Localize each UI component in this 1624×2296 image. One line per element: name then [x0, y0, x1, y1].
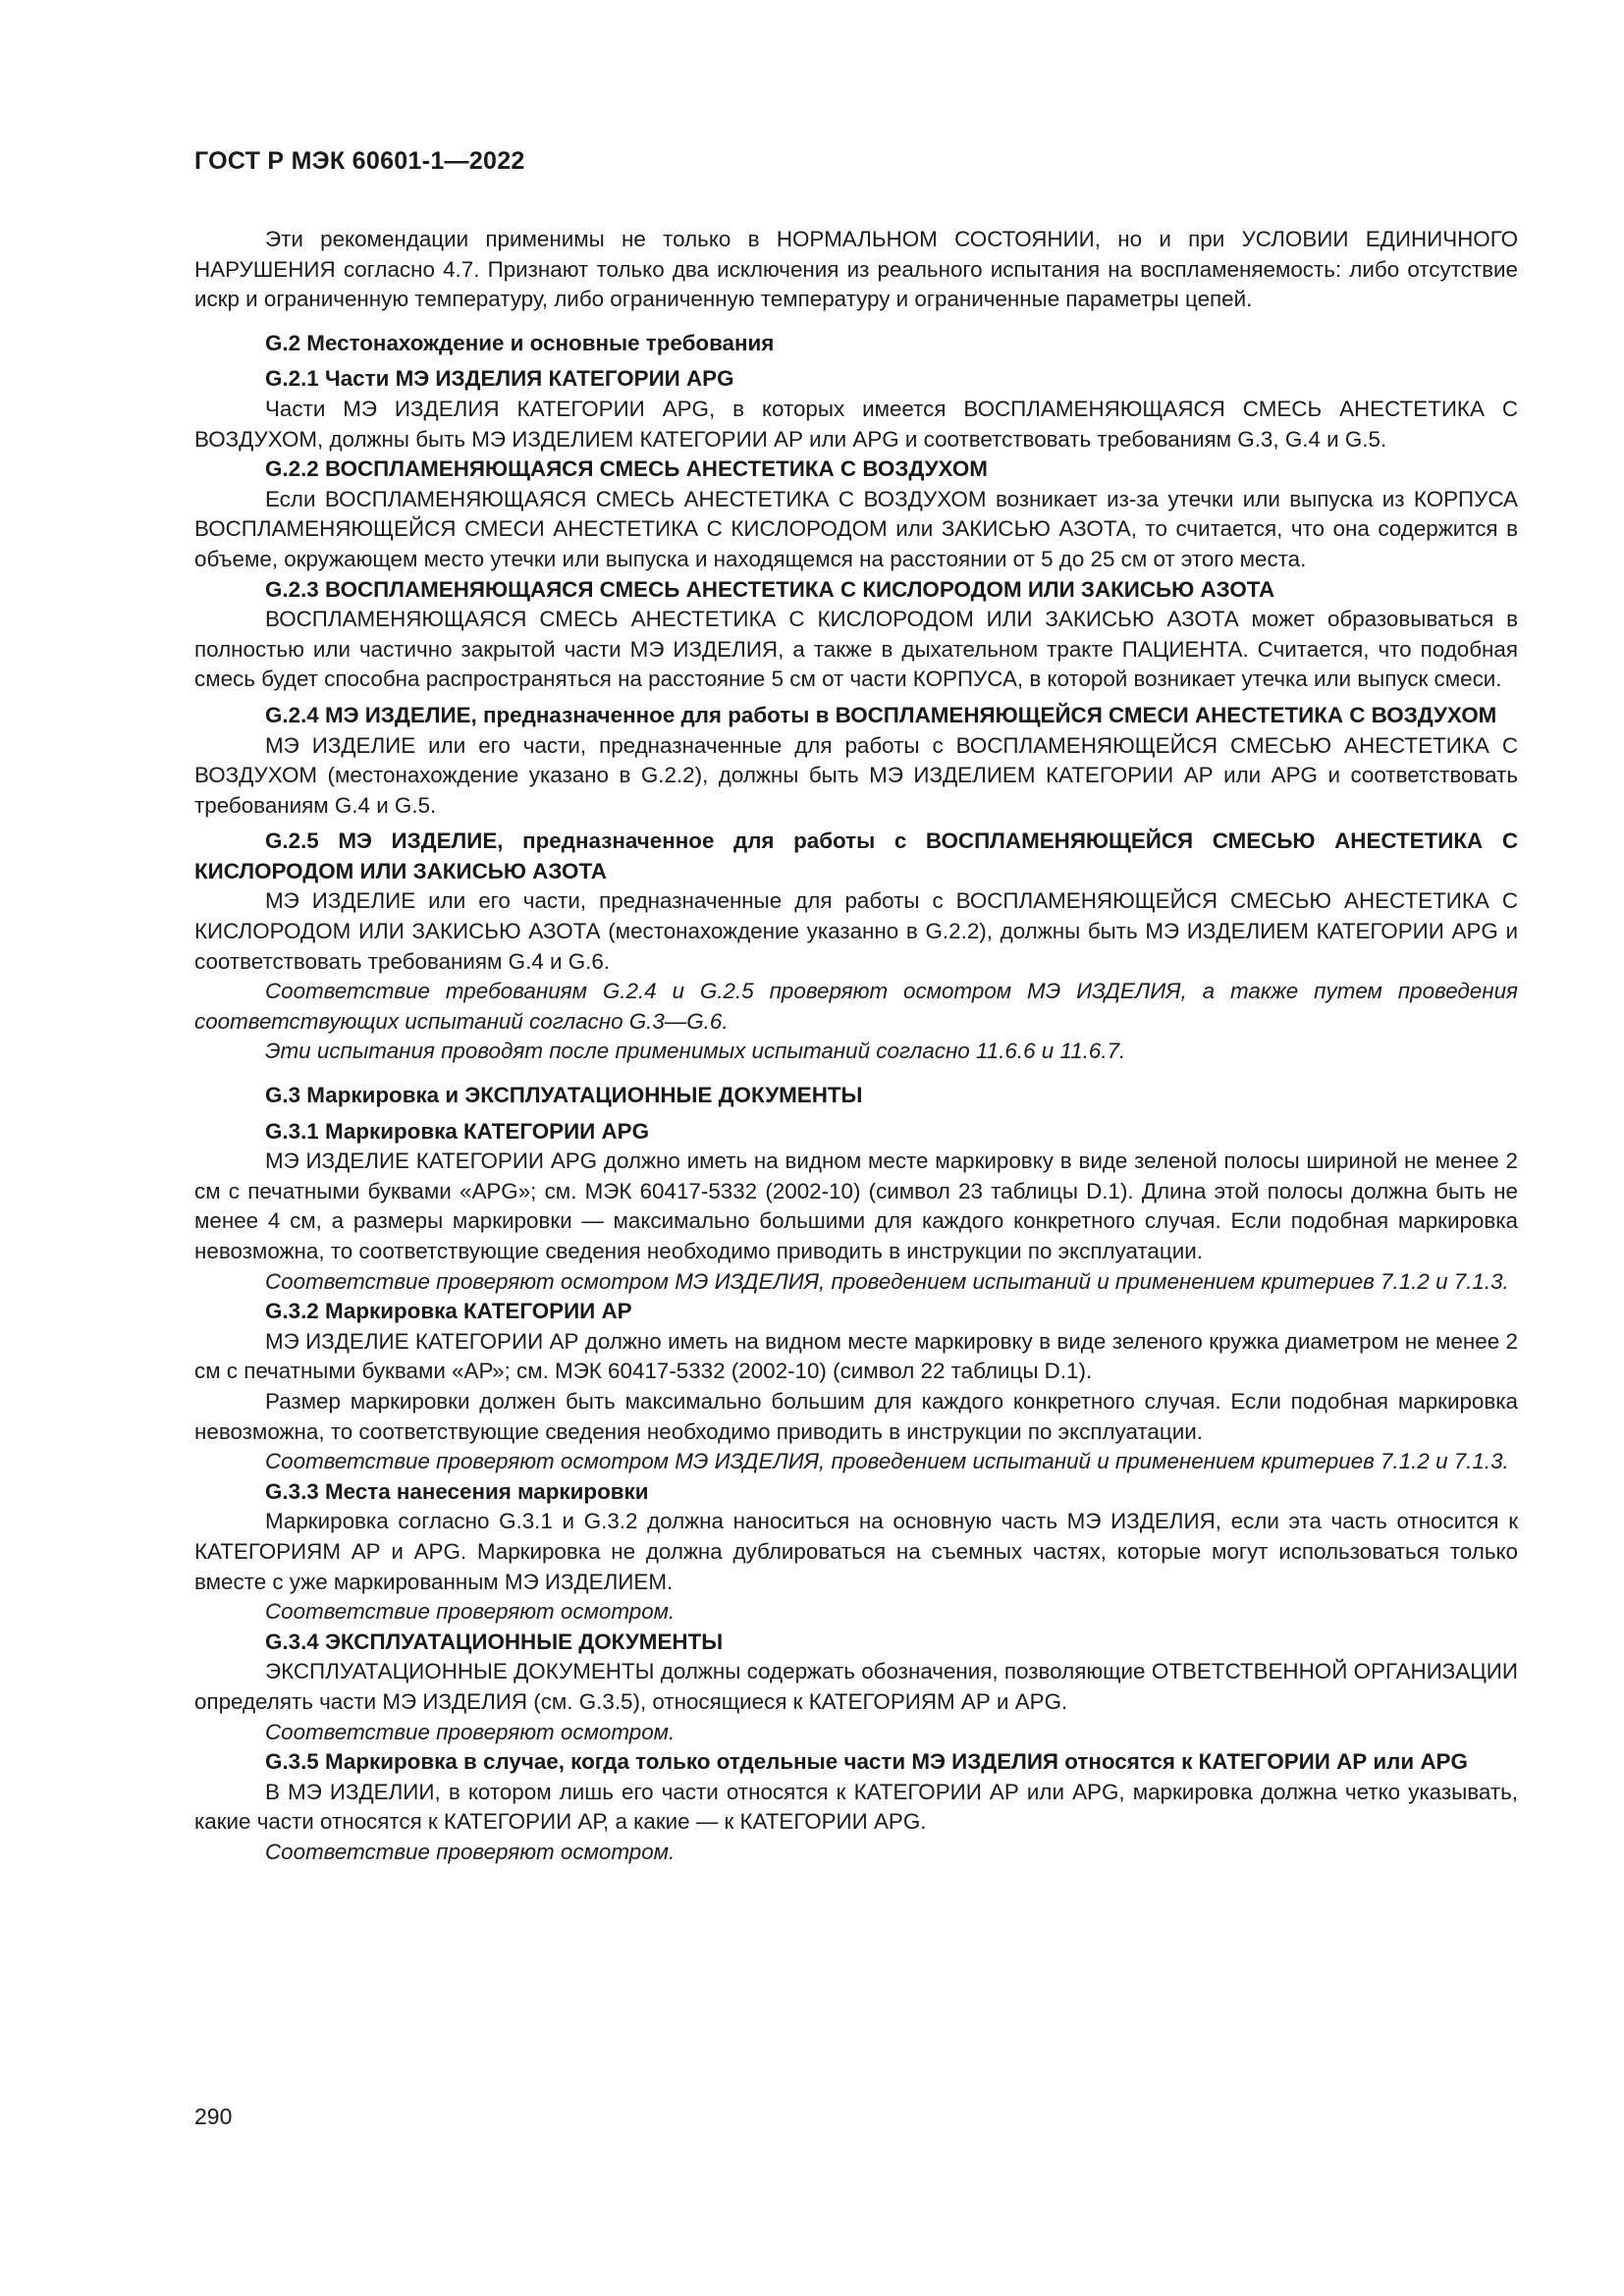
compliance-note: Соответствие проверяют осмотром. [265, 1839, 676, 1864]
compliance-note: Соответствие проверяют осмотром. [265, 1719, 676, 1744]
section-heading: G.3.3 Места нанесения маркировки [265, 1478, 649, 1504]
compliance-note: Соответствие требованиям G.2.4 и G.2.5 проверяют осмотром МЭ ИЗДЕЛИЯ, а также путем проведения соответствующих испытаний согласно G.3—G.6. [194, 979, 1518, 1034]
body-paragraph: МЭ ИЗДЕЛИЕ КАТЕГОРИИ APG должно иметь на видном месте маркировку в виде зеленой полосы шириной не менее 2 см с печатными буквами «APG»; см. МЭК 60417-5332 (2002-10) (символ 23 таблицы D.1). Длина этой полосы должна быть не менее 4 см, а размеры маркировки — максимально большими для каждого конкретного случая. Если подобная маркировка невозможна, то соответствующие сведения необходимо приводить в инструкции по эксплуатации. [194, 1148, 1518, 1263]
document-id-header: ГОСТ Р МЭК 60601-1—2022 [194, 147, 525, 175]
document-body [194, 225, 1518, 1867]
page-number: 290 [194, 2104, 233, 2129]
section-heading: G.3 Маркировка и ЭКСПЛУАТАЦИОННЫЕ ДОКУМЕНТЫ [265, 1083, 863, 1108]
section-heading: G.2.5 МЭ ИЗДЕЛИЕ, предназначенное для работы с ВОСПЛАМЕНЯЮЩЕЙСЯ СМЕСЬЮ АНЕСТЕТИКА С КИСЛОРОДОМ ИЛИ ЗАКИСЬЮ АЗОТА [194, 828, 1518, 883]
compliance-note: Эти испытания проводят после применимых испытаний согласно 11.6.6 и 11.6.7. [265, 1039, 1126, 1064]
body-paragraph: МЭ ИЗДЕЛИЕ КАТЕГОРИИ АР должно иметь на видном месте маркировку в виде зеленого кружка диаметром не менее 2 см с печатными буквами «АР»; см. МЭК 60417-5332 (2002-10) (символ 22 таблицы D.1). [194, 1328, 1518, 1384]
body-paragraph: Размер маркировки должен быть максимально большим для каждого конкретного случая. Если подобная маркировка невозможна, то соответствующие сведения необходимо приводить в инструкции по эксплуатации. [194, 1388, 1518, 1444]
body-paragraph: В МЭ ИЗДЕЛИИ, в котором лишь его части относятся к КАТЕГОРИИ АР или APG, маркировка должна четко указывать, какие части относятся к КАТЕГОРИИ АР, а какие — к КАТЕГОРИИ APG. [194, 1779, 1518, 1835]
compliance-note: Соответствие проверяют осмотром МЭ ИЗДЕЛИЯ, проведением испытаний и применением критериев 7.1.2 и 7.1.3. [265, 1449, 1509, 1474]
body-paragraph: Маркировка согласно G.3.1 и G.3.2 должна наноситься на основную часть МЭ ИЗДЕЛИЯ, если эта часть относится к КАТЕГОРИЯМ АР и APG. Маркировка не должна дублироваться на съемных частях, которые могут использоваться только вместе с уже маркированным МЭ ИЗДЕЛИЕМ. [194, 1509, 1518, 1594]
section-heading: G.3.5 Маркировка в случае, когда только отдельные части МЭ ИЗДЕЛИЯ относятся к КАТЕГОРИИ АР или APG [265, 1749, 1468, 1775]
section-heading: G.3.2 Маркировка КАТЕГОРИИ АР [265, 1299, 632, 1324]
section-heading: G.2.3 ВОСПЛАМЕНЯЮЩАЯСЯ СМЕСЬ АНЕСТЕТИКА С КИСЛОРОДОМ ИЛИ ЗАКИСЬЮ АЗОТА [265, 576, 1275, 602]
body-paragraph: ВОСПЛАМЕНЯЮЩАЯСЯ СМЕСЬ АНЕСТЕТИКА С КИСЛОРОДОМ ИЛИ ЗАКИСЬЮ АЗОТА может образовываться в полностью или частично закрытой части МЭ ИЗДЕЛИЯ, а также в дыхательном тракте ПАЦИЕНТА. Считается, что подобная смесь будет способна распространяться на расстояние 5 см от части КОРПУСА, в которой возникает утечка или выпуск смеси. [194, 607, 1518, 692]
body-paragraph: Части МЭ ИЗДЕЛИЯ КАТЕГОРИИ APG, в которых имеется ВОСПЛАМЕНЯЮЩАЯСЯ СМЕСЬ АНЕСТЕТИКА С ВОЗДУХОМ, должны быть МЭ ИЗДЕЛИЕМ КАТЕГОРИИ АР или APG и соответствовать требованиям G.3, G.4 и G.5. [194, 396, 1518, 452]
body-paragraph: МЭ ИЗДЕЛИЕ или его части, предназначенные для работы с ВОСПЛАМЕНЯЮЩЕЙСЯ СМЕСЬЮ АНЕСТЕТИКА С ВОЗДУХОМ (местонахождение указано в G.2.2), должны быть МЭ ИЗДЕЛИЕМ КАТЕГОРИИ АР или APG и соответствовать требованиям G.4 и G.5. [194, 732, 1518, 818]
compliance-note: Соответствие проверяют осмотром. [265, 1599, 676, 1625]
body-paragraph: Если ВОСПЛАМЕНЯЮЩАЯСЯ СМЕСЬ АНЕСТЕТИКА С ВОЗДУХОМ возникает из-за утечки или выпуска из КОРПУСА ВОСПЛАМЕНЯЮЩЕЙСЯ СМЕСИ АНЕСТЕТИКА С КИСЛОРОДОМ или ЗАКИСЬЮ АЗОТА, то считается, что она содержится в объеме, окружающем место утечки или выпуска и находящемся на расстоянии от 5 до 25 см от этого места. [194, 486, 1518, 571]
compliance-note: Соответствие проверяют осмотром МЭ ИЗДЕЛИЯ, проведением испытаний и применением критериев 7.1.2 и 7.1.3. [265, 1268, 1509, 1294]
section-heading: G.3.4 ЭКСПЛУАТАЦИОННЫЕ ДОКУМЕНТЫ [265, 1629, 724, 1654]
section-heading: G.2.4 МЭ ИЗДЕЛИЕ, предназначенное для работы в ВОСПЛАМЕНЯЮЩЕЙСЯ СМЕСИ АНЕСТЕТИКА С ВОЗДУХОМ [265, 702, 1497, 727]
body-paragraph: ЭКСПЛУАТАЦИОННЫЕ ДОКУМЕНТЫ должны содержать обозначения, позволяющие ОТВЕТСТВЕННОЙ ОРГАНИЗАЦИИ определять части МЭ ИЗДЕЛИЯ (см. G.3.5), относящиеся к КАТЕГОРИЯМ АР и APG. [194, 1659, 1518, 1714]
body-paragraph: МЭ ИЗДЕЛИЕ или его части, предназначенные для работы с ВОСПЛАМЕНЯЮЩЕЙСЯ СМЕСЬЮ АНЕСТЕТИКА С КИСЛОРОДОМ ИЛИ ЗАКИСЬЮ АЗОТА (местонахождение указанно в G.2.2), должны быть МЭ ИЗДЕЛИЕМ КАТЕГОРИИ APG и соответствовать требованиям G.4 и G.6. [194, 888, 1518, 974]
body-paragraph: Эти рекомендации применимы не только в НОРМАЛЬНОМ СОСТОЯНИИ, но и при УСЛОВИИ ЕДИНИЧНОГО НАРУШЕНИЯ согласно 4.7. Признают только два исключения из реального испытания на воспламеняемость: либо отсутствие искр и ограниченную температуру, либо ограниченную температуру и ограниченные параметры цепей. [194, 227, 1518, 312]
section-heading: G.2 Местонахождение и основные требования [265, 330, 775, 355]
section-heading: G.2.2 ВОСПЛАМЕНЯЮЩАЯСЯ СМЕСЬ АНЕСТЕТИКА С ВОЗДУХОМ [265, 456, 988, 482]
section-heading: G.2.1 Части МЭ ИЗДЕЛИЯ КАТЕГОРИИ APG [265, 366, 734, 392]
section-heading: G.3.1 Маркировка КАТЕГОРИИ APG [265, 1118, 650, 1144]
